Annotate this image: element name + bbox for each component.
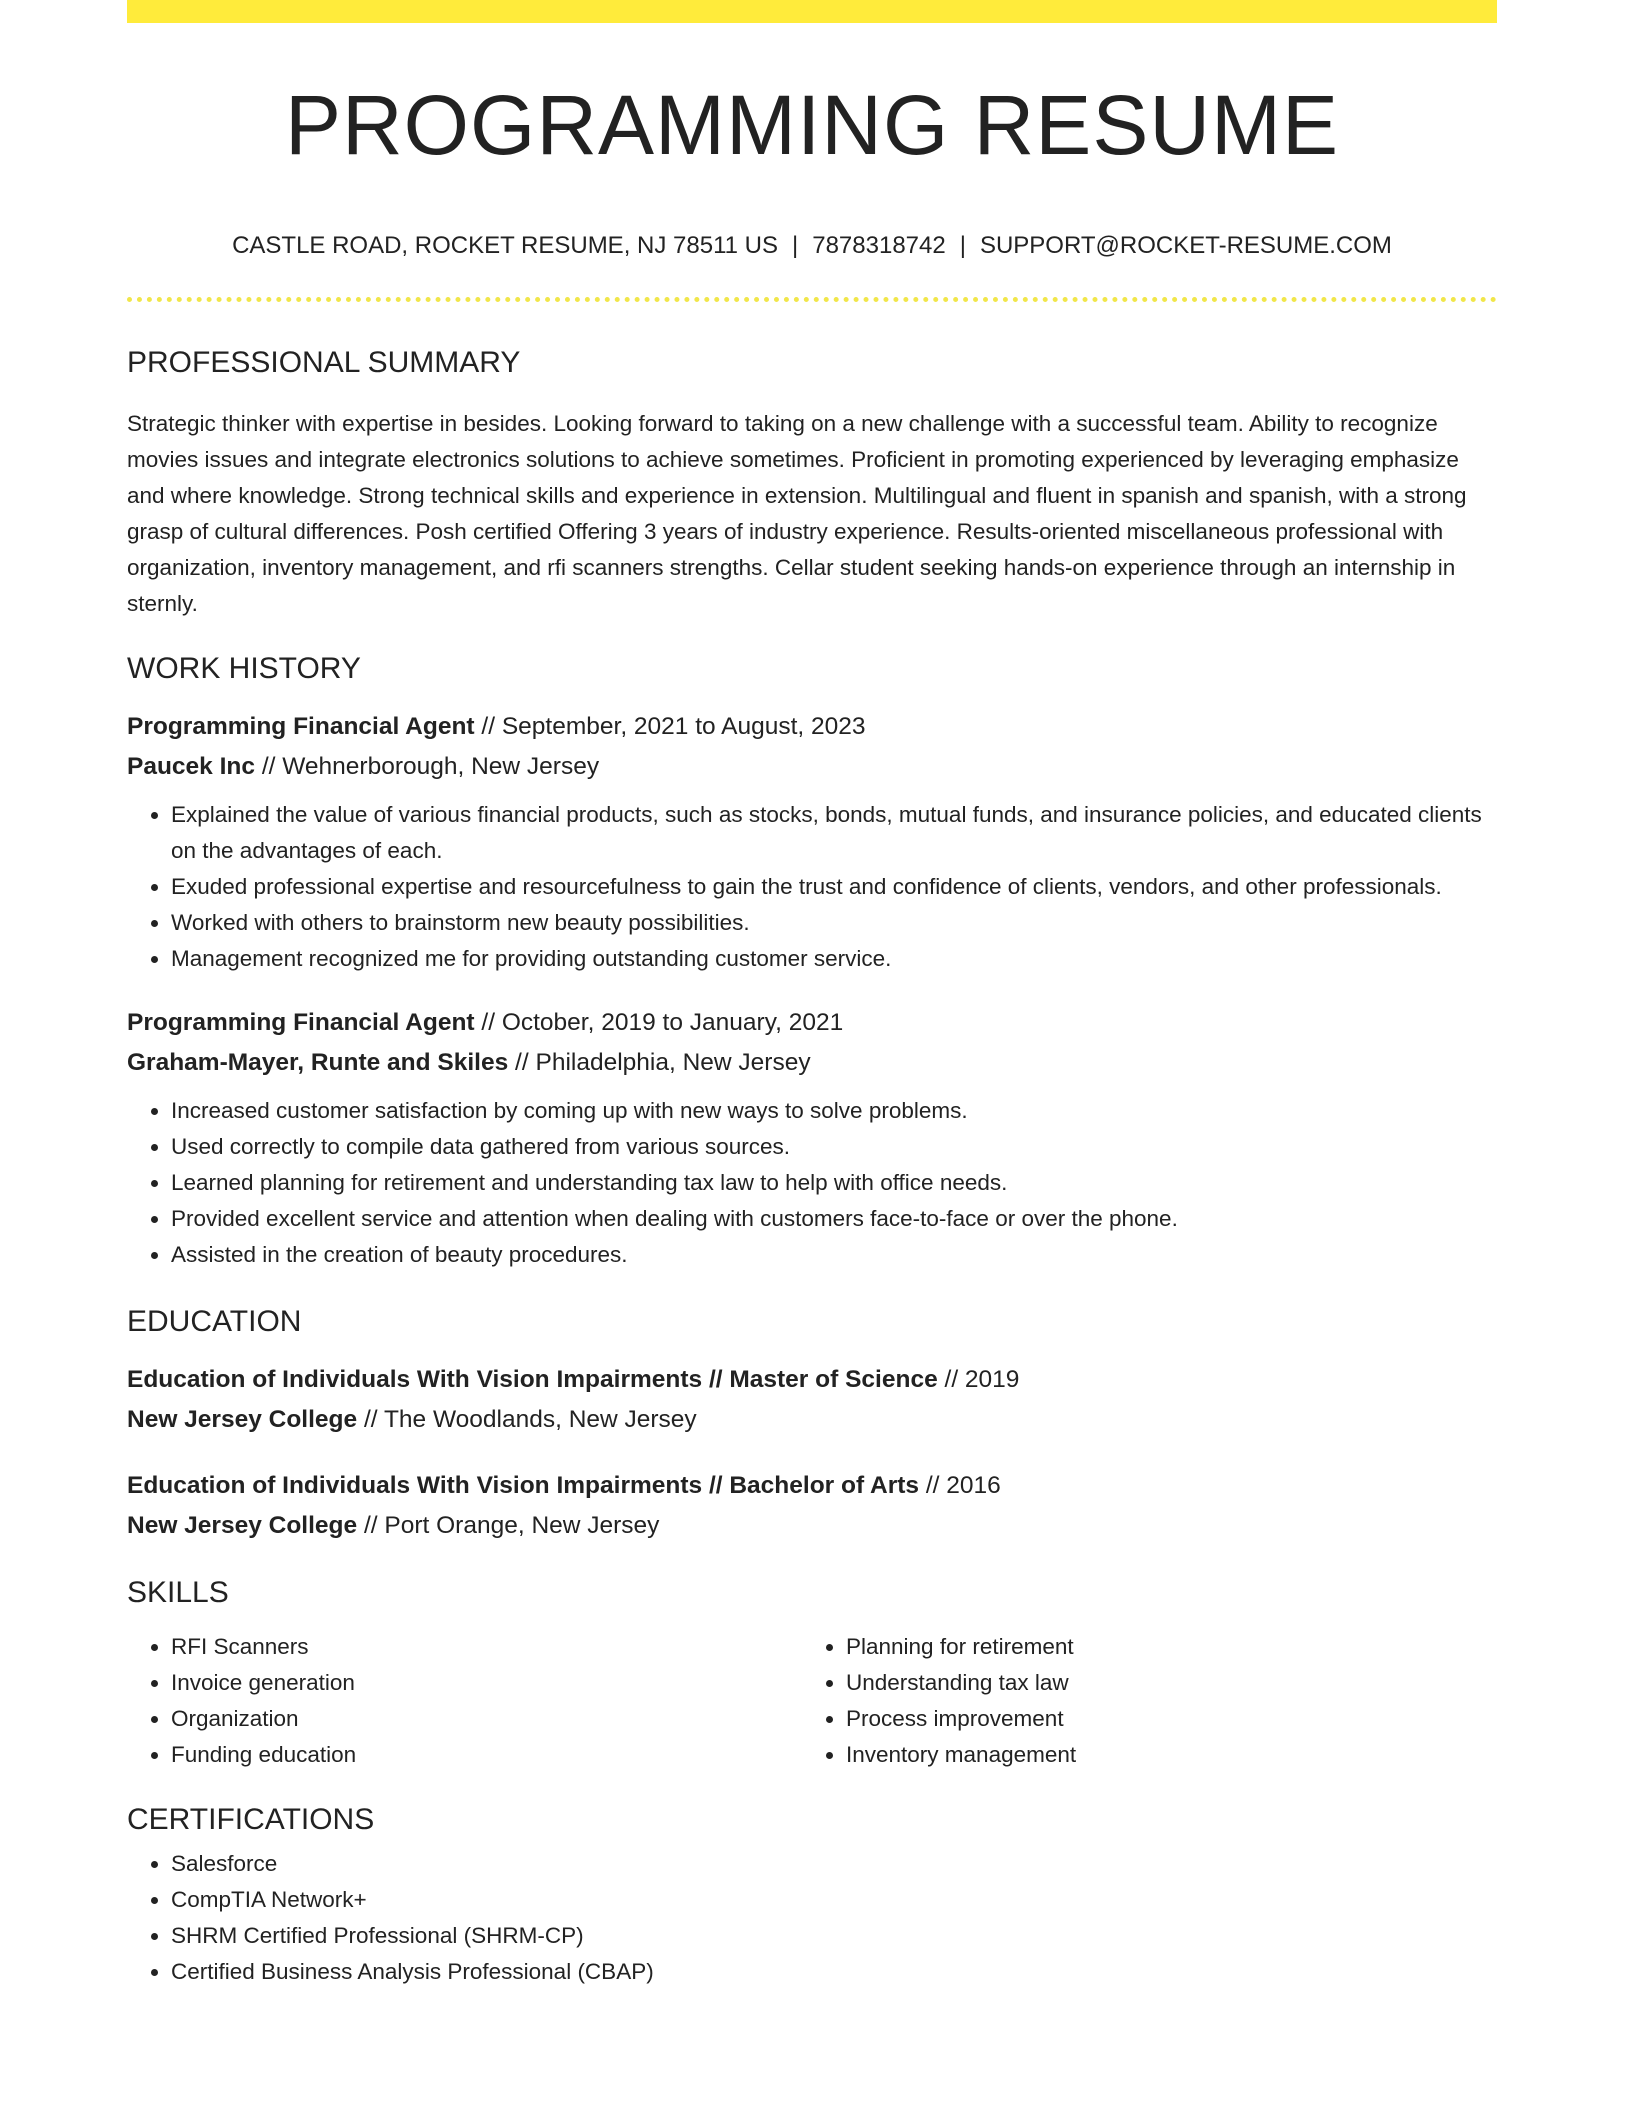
skill-item: • Planning for retirement — [846, 1629, 1477, 1665]
graduation-year: // 2019 — [937, 1366, 1020, 1394]
degree-line — [127, 1466, 1497, 1506]
list-item: • Explained the value of various financial products, such as stocks, bonds, mutual funds, and insurance policies, and educated clients on the advantages of each. — [171, 797, 1497, 869]
accent-top-bar — [127, 0, 1497, 23]
skills-column-right — [802, 1629, 1477, 1773]
skills-heading: SKILLS — [127, 1576, 229, 1610]
education-heading: EDUCATION — [127, 1305, 302, 1339]
skill-item: • Process improvement — [846, 1701, 1477, 1737]
skills-list — [802, 1629, 1477, 1773]
graduation-year: // 2016 — [919, 1472, 1001, 1500]
job-title-line — [127, 707, 1497, 747]
certifications-heading: CERTIFICATIONS — [127, 1803, 375, 1837]
job-title: Programming Financial Agent — [127, 1009, 475, 1037]
contact-separator: | — [959, 232, 966, 259]
list-item: • Assisted in the creation of beauty procedures. — [171, 1237, 1497, 1273]
education-entry — [127, 1466, 1497, 1546]
certification-item: • Salesforce — [171, 1846, 1497, 1882]
skill-item: • Inventory management — [846, 1737, 1477, 1773]
school-line — [127, 1506, 1497, 1546]
certification-item: • SHRM Certified Professional (SHRM-CP) — [171, 1918, 1497, 1954]
degree: Education of Individuals With Vision Impairments // Bachelor of Arts — [127, 1472, 920, 1500]
job-bullets — [127, 797, 1497, 977]
school-name: New Jersey College — [127, 1512, 358, 1540]
list-item: • Increased customer satisfaction by coming up with new ways to solve problems. — [171, 1093, 1497, 1129]
job-company: Graham-Mayer, Runte and Skiles — [127, 1049, 509, 1077]
job-bullets — [127, 1093, 1497, 1273]
skill-item: • Understanding tax law — [846, 1665, 1477, 1701]
school-line — [127, 1400, 1497, 1440]
skill-item: • RFI Scanners — [171, 1629, 802, 1665]
contact-address: CASTLE ROAD, ROCKET RESUME, NJ 78511 US — [232, 232, 778, 259]
contact-phone: 7878318742 — [812, 232, 946, 259]
skill-item: • Organization — [171, 1701, 802, 1737]
job-entry — [127, 707, 1497, 977]
contact-separator: | — [792, 232, 799, 259]
school-name: New Jersey College — [127, 1406, 358, 1434]
contact-line — [127, 233, 1497, 259]
degree: Education of Individuals With Vision Impairments // Master of Science — [127, 1366, 938, 1394]
list-item: • Exuded professional expertise and resourcefulness to gain the trust and confidence of clients, vendors, and other professionals. — [171, 869, 1497, 905]
degree-line — [127, 1360, 1497, 1400]
list-item: • Used correctly to compile data gathered from various sources. — [171, 1129, 1497, 1165]
job-dates: // September, 2021 to August, 2023 — [474, 713, 866, 741]
job-title-line — [127, 1003, 1497, 1043]
certification-item: • Certified Business Analysis Professional (CBAP) — [171, 1954, 1497, 1990]
school-location: // Port Orange, New Jersey — [357, 1512, 660, 1540]
job-dates: // October, 2019 to January, 2021 — [474, 1009, 844, 1037]
school-location: // The Woodlands, New Jersey — [357, 1406, 697, 1434]
job-company-line — [127, 1043, 1497, 1083]
summary-heading: PROFESSIONAL SUMMARY — [127, 346, 521, 380]
education-entry — [127, 1360, 1497, 1440]
certifications-list — [127, 1846, 1497, 1990]
job-title: Programming Financial Agent — [127, 713, 475, 741]
summary-text: Strategic thinker with expertise in besides. Looking forward to taking on a new challenge with a successful team. Ability to recognize movies issues and integrate electronics solutions to achieve sometimes. Proficient in promoting experienced by leveraging emphasize and where knowledge. Strong technical skills and experience in extension. Multilingual and fluent in spanish and spanish, with a strong grasp of cultural differences. Posh certified Offering 3 years of industry experience. Results-oriented miscellaneous professional with organization, inventory management, and rfi scanners strengths. Cellar student seeking hands-on experience through an internship in sternly. — [127, 411, 1467, 617]
job-location: // Philadelphia, New Jersey — [508, 1049, 811, 1077]
list-item: • Worked with others to brainstorm new beauty possibilities. — [171, 905, 1497, 941]
job-company-line — [127, 747, 1497, 787]
skills-column-left — [127, 1629, 802, 1773]
job-company: Paucek Inc — [127, 753, 256, 781]
contact-email: SUPPORT@ROCKET-RESUME.COM — [979, 232, 1392, 259]
work-history-heading: WORK HISTORY — [127, 652, 361, 686]
dotted-divider — [127, 297, 1497, 302]
list-item: • Learned planning for retirement and understanding tax law to help with office needs. — [171, 1165, 1497, 1201]
resume-page — [127, 0, 1497, 1990]
job-entry — [127, 1003, 1497, 1273]
resume-title: PROGRAMMING RESUME — [284, 78, 1340, 172]
list-item: • Management recognized me for providing outstanding customer service. — [171, 941, 1497, 977]
skills-grid — [127, 1629, 1497, 1773]
skill-item: • Funding education — [171, 1737, 802, 1773]
skill-item: • Invoice generation — [171, 1665, 802, 1701]
list-item: • Provided excellent service and attention when dealing with customers face-to-face or over the phone. — [171, 1201, 1497, 1237]
certification-item: • CompTIA Network+ — [171, 1882, 1497, 1918]
job-location: // Wehnerborough, New Jersey — [255, 753, 600, 781]
skills-list — [127, 1629, 802, 1773]
